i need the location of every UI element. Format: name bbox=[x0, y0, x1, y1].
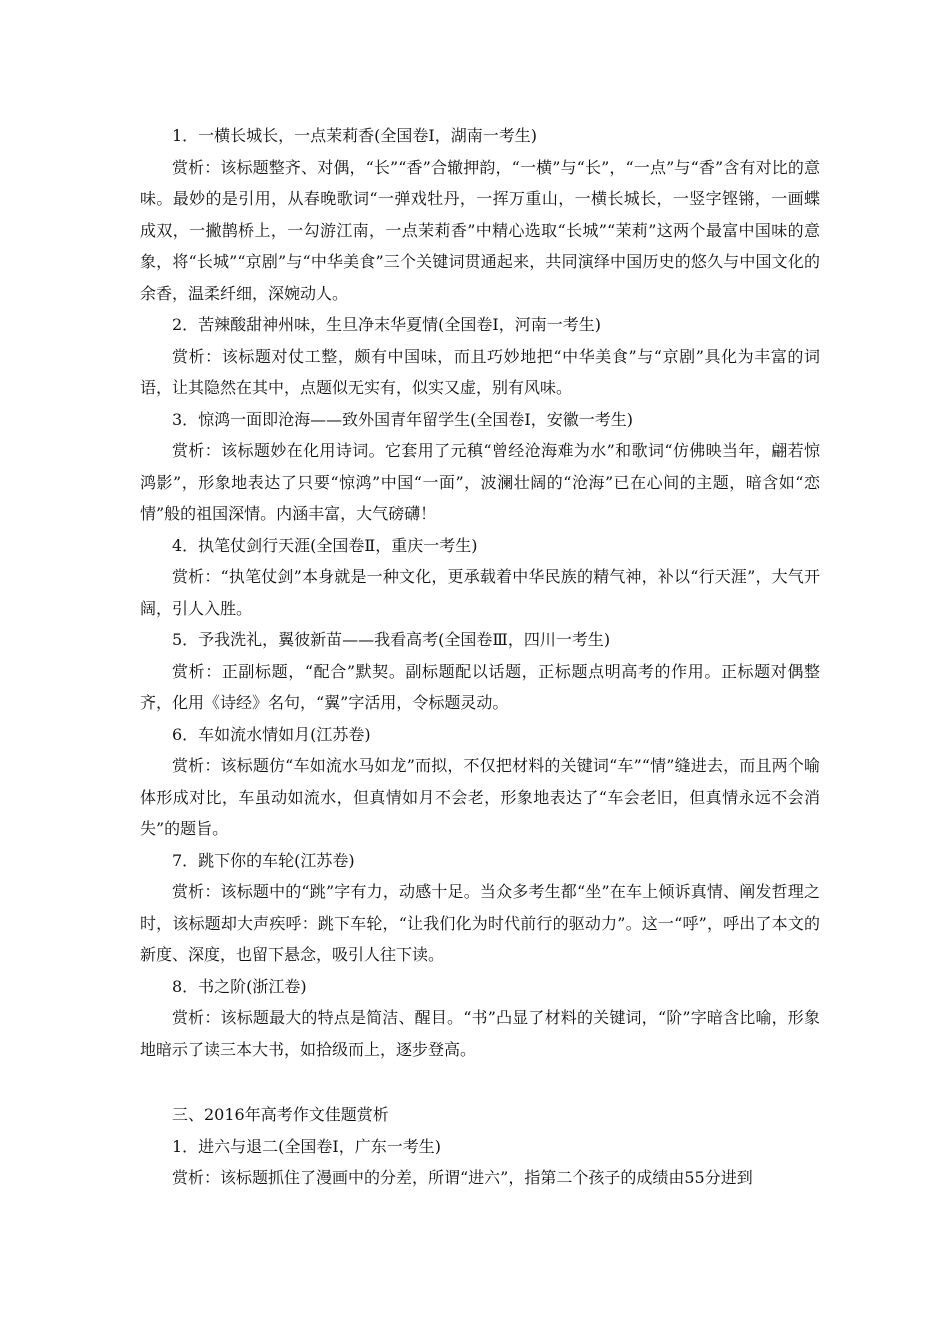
item-4-title: 4．执笔仗剑行天涯(全国卷Ⅱ，重庆一考生) bbox=[172, 535, 478, 555]
item-6-title: 6．车如流水情如月(江苏卷) bbox=[172, 724, 371, 744]
section-3-heading: 三、2016年高考作文佳题赏析 bbox=[172, 1105, 389, 1124]
item-5-title: 5．予我洗礼，翼彼新苗——我看高考(全国卷Ⅲ，四川一考生) bbox=[172, 630, 611, 649]
item-1-analysis: 赏析：该标题整齐、对偶，“长”“香”合辙押韵，“一横”与“长”，“一点”与“香”含有对比的意味。最妙的是引用，从春晚歌词“一弹戏牡丹，一挥万重山，一横长城长，一竖字铿锵，一画蝶成双，一撇鹊桥上，一勾游江南，一点茉莉香”中精心选取“长城”“茉莉”这两个最富中国味的意象，将“长城”“京剧”与“中华美食”三个关键词贯通起来，共同演绎中国历史的悠久与中国文化的余香，温柔纤细，深婉动人。 bbox=[140, 157, 820, 303]
item-3-analysis: 赏析：该标题妙在化用诗词。它套用了元稹“曾经沧海难为水”和歌词“仿佛映当年，翩若惊鸿影”，形象地表达了只要“惊鸿”中国“一面”，波澜壮阔的“沧海”已在心间的主题，暗含如“恋情”般的祖国深情。内涵丰富，大气磅礴！ bbox=[140, 441, 820, 523]
document-page bbox=[140, 120, 820, 1194]
item-7-title: 7．跳下你的车轮(江苏卷) bbox=[172, 850, 355, 870]
item-7-analysis: 赏析：该标题中的“跳”字有力，动感十足。当众多考生都“坐”在车上倾诉真情、阐发哲理之时，该标题却大声疾呼：跳下车轮，“让我们化为时代前行的驱动力”。这一“呼”，呼出了本文的新度、深度，也留下悬念，吸引人往下读。 bbox=[140, 882, 820, 964]
section-3-item-1-title: 1．进六与退二(全国卷Ⅰ，广东一考生) bbox=[172, 1136, 441, 1156]
item-2-title: 2．苦辣酸甜神州味，生旦净末华夏情(全国卷Ⅰ，河南一考生) bbox=[172, 315, 601, 334]
item-8-title: 8．书之阶(浙江卷) bbox=[172, 976, 307, 996]
section-spacer bbox=[140, 1065, 820, 1099]
item-3-title: 3．惊鸿一面即沧海——致外国青年留学生(全国卷Ⅰ，安徽一考生) bbox=[172, 409, 633, 429]
item-6-analysis: 赏析：该标题仿“车如流水马如龙”而拟，不仅把材料的关键词“车”“情”缝进去，而且两个喻体形成对比，车虽动如流水，但真情如月不会老，形象地表达了“车会老旧，但真情永远不会消失”的题旨。 bbox=[140, 756, 820, 838]
item-2-analysis: 赏析：该标题对仗工整，颇有中国味，而且巧妙地把“中华美食”与“京剧”具化为丰富的词语，让其隐然在其中，点题似无实有，似实又虚，别有风味。 bbox=[140, 346, 820, 397]
item-4-analysis: 赏析：“执笔仗剑”本身就是一种文化，更承载着中华民族的精气神，补以“行天涯”，大气开阔，引人入胜。 bbox=[140, 567, 820, 618]
item-8-analysis: 赏析：该标题最大的特点是简洁、醒目。“书”凸显了材料的关键词，“阶”字暗含比喻，形象地暗示了读三本大书，如拾级而上，逐步登高。 bbox=[140, 1008, 820, 1059]
item-5-analysis: 赏析：正副标题，“配合”默契。副标题配以话题，正标题点明高考的作用。正标题对偶整齐，化用《诗经》名句，“翼”字活用，令标题灵动。 bbox=[140, 661, 820, 712]
item-1-title: 1．一横长城长，一点茉莉香(全国卷Ⅰ，湖南一考生) bbox=[172, 126, 537, 145]
section-3-item-1-analysis: 赏析：该标题抓住了漫画中的分差，所谓“进六”，指第二个孩子的成绩由55分进到 bbox=[172, 1168, 753, 1187]
